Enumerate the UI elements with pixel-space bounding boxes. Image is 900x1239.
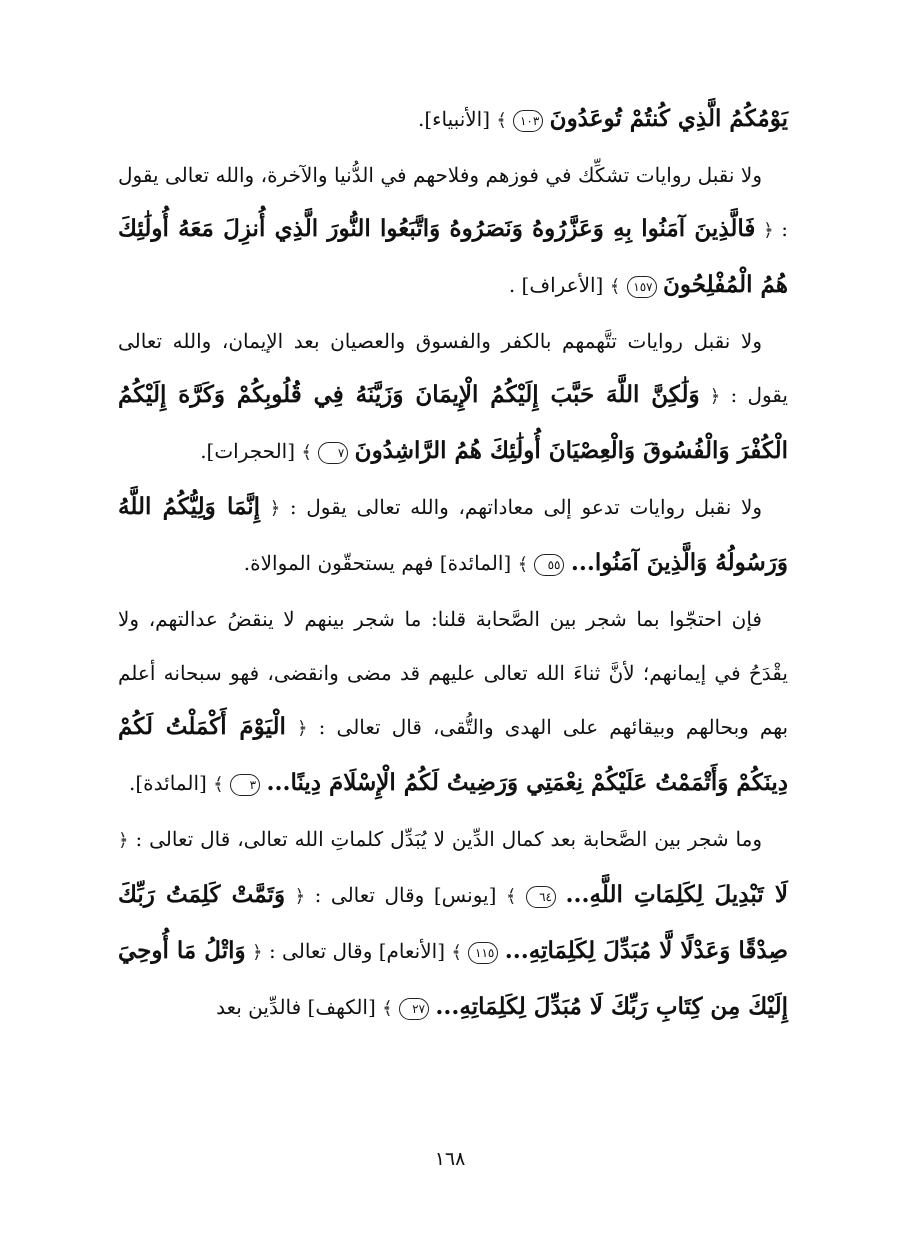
ornate-bracket-close: ﴾ [609, 276, 621, 297]
ayah-number-marker: ١٥٧ [627, 276, 657, 298]
surah-reference: [الأنبياء]. [417, 107, 491, 131]
quran-verse: وَلَٰكِنَّ اللَّهَ حَبَّبَ إِلَيْكُمُ الْإِيمَانَ وَزَيَّنَهُ فِي قُلُوبِكُمْ وَكَرَّهَ إِلَيْكُمُ الْكُفْرَ وَالْفُسُوقَ وَالْعِصْيَانَ أُولَٰئِكَ هُمُ الرَّاشِدُونَ [118, 381, 788, 464]
ayah-number-marker: ٥٥ [534, 554, 564, 576]
quran-verse: وَاتْلُ مَا أُوحِيَ إِلَيْكَ مِن كِتَابِ رَبِّكَ لَا مُبَدِّلَ لِكَلِمَاتِهِ... [118, 937, 788, 1020]
surah-reference: [الكهف] فالدِّين بعد [216, 995, 376, 1019]
paragraph-6 [118, 812, 788, 1036]
quran-verse: الْيَوْمَ أَكْمَلْتُ لَكُمْ دِينَكُمْ وَأَتْمَمْتُ عَلَيْكُمْ نِعْمَتِي وَرَضِيتُ لَكُمُ الْإِسْلَامَ دِينًا... [118, 713, 788, 796]
ornate-bracket-open: ﴿ [294, 886, 306, 907]
quran-verse: وَتَمَّتْ كَلِمَتُ رَبِّكَ صِدْقًا وَعَدْلًا لَّا مُبَدِّلَ لِكَلِمَاتِهِ... [118, 881, 789, 964]
surah-reference: [الأنعام] وقال تعالى : [268, 939, 446, 963]
paragraph-4 [118, 480, 788, 592]
paragraph-3 [118, 314, 788, 480]
ornate-bracket-close: ﴾ [517, 554, 529, 575]
paragraph-2 [118, 148, 788, 314]
quran-verse: فَالَّذِينَ آمَنُوا بِهِ وَعَزَّرُوهُ وَنَصَرُوهُ وَاتَّبَعُوا النُّورَ الَّذِي أُنزِلَ مَعَهُ أُولَٰئِكَ هُمُ الْمُفْلِحُونَ [118, 215, 788, 298]
ayah-number-marker: ١٠٣ [513, 110, 543, 132]
ayah-number-marker: ٧ [318, 442, 348, 464]
ayah-number-marker: ٢٧ [399, 998, 429, 1020]
ayah-number-marker: ٦٤ [526, 886, 556, 908]
paragraph-1 [118, 92, 788, 148]
body-text: ولا نقبل روايات تدعو إلى معاداتهم، والله تعالى يقول : [289, 495, 763, 519]
surah-reference: [المائدة] فهم يستحقّون الموالاة. [243, 551, 512, 575]
body-text: ولا نقبل روايات تتَّهمهم بالكفر والفسوق والعصيان بعد الإيمان، والله تعالى يقول : [118, 329, 788, 407]
ornate-bracket-close: ﴾ [505, 886, 517, 907]
ornate-bracket-close: ﴾ [496, 110, 507, 131]
page-number: ١٦٨ [434, 1148, 466, 1170]
paragraph-5 [118, 592, 788, 812]
quran-verse: يَوْمُكُمُ الَّذِي كُنتُمْ تُوعَدُونَ [549, 105, 788, 132]
ornate-bracket-open: ﴿ [297, 718, 308, 739]
surah-reference: [يونس] وقال تعالى : [314, 883, 497, 907]
surah-reference: [الأعراف] . [508, 273, 604, 297]
ornate-bracket-close: ﴾ [382, 998, 393, 1019]
ornate-bracket-open: ﴿ [269, 498, 281, 519]
ornate-bracket-close: ﴾ [451, 942, 462, 963]
ornate-bracket-open: ﴿ [252, 942, 263, 963]
ornate-bracket-close: ﴾ [213, 774, 224, 795]
ayah-number-marker: ١١٥ [468, 942, 498, 964]
ayah-number-marker: ٣ [230, 774, 260, 796]
body-text: وما شجر بين الصَّحابة بعد كمال الدِّين لا يُبَدِّل كلماتِ الله تعالى، قال تعالى : [135, 827, 763, 851]
surah-reference: [الحجرات]. [200, 439, 296, 463]
ornate-bracket-open: ﴿ [118, 830, 129, 851]
surah-reference: [المائدة]. [129, 771, 207, 795]
body-text: فإن احتجّوا بما شجر بين الصَّحابة قلنا: ما شجر بينهم لا ينقضُ عدالتهم، ولا يقْدَحُ في إيمانهم؛ لأنَّ ثناءَ الله تعالى عليهم قد مضى وانقضى، فهو سبحانه أعلم بهم وبحالهم وبيقائهم على الهدى والتُّقى، قال تعالى : [118, 607, 789, 739]
ornate-bracket-close: ﴾ [301, 442, 312, 463]
body-text: ولا نقبل روايات تشكِّك في فوزهم وفلاحهم في الدُّنيا والآخرة، والله تعالى يقول : [118, 163, 788, 241]
quran-verse: إِنَّمَا وَلِيُّكُمُ اللَّهُ وَرَسُولُهُ وَالَّذِينَ آمَنُوا... [118, 493, 788, 576]
ornate-bracket-open: ﴿ [709, 386, 721, 407]
main-text [118, 92, 788, 1036]
ornate-bracket-open: ﴿ [763, 220, 774, 241]
quran-verse: لَا تَبْدِيلَ لِكَلِمَاتِ اللَّهِ... [565, 881, 788, 908]
